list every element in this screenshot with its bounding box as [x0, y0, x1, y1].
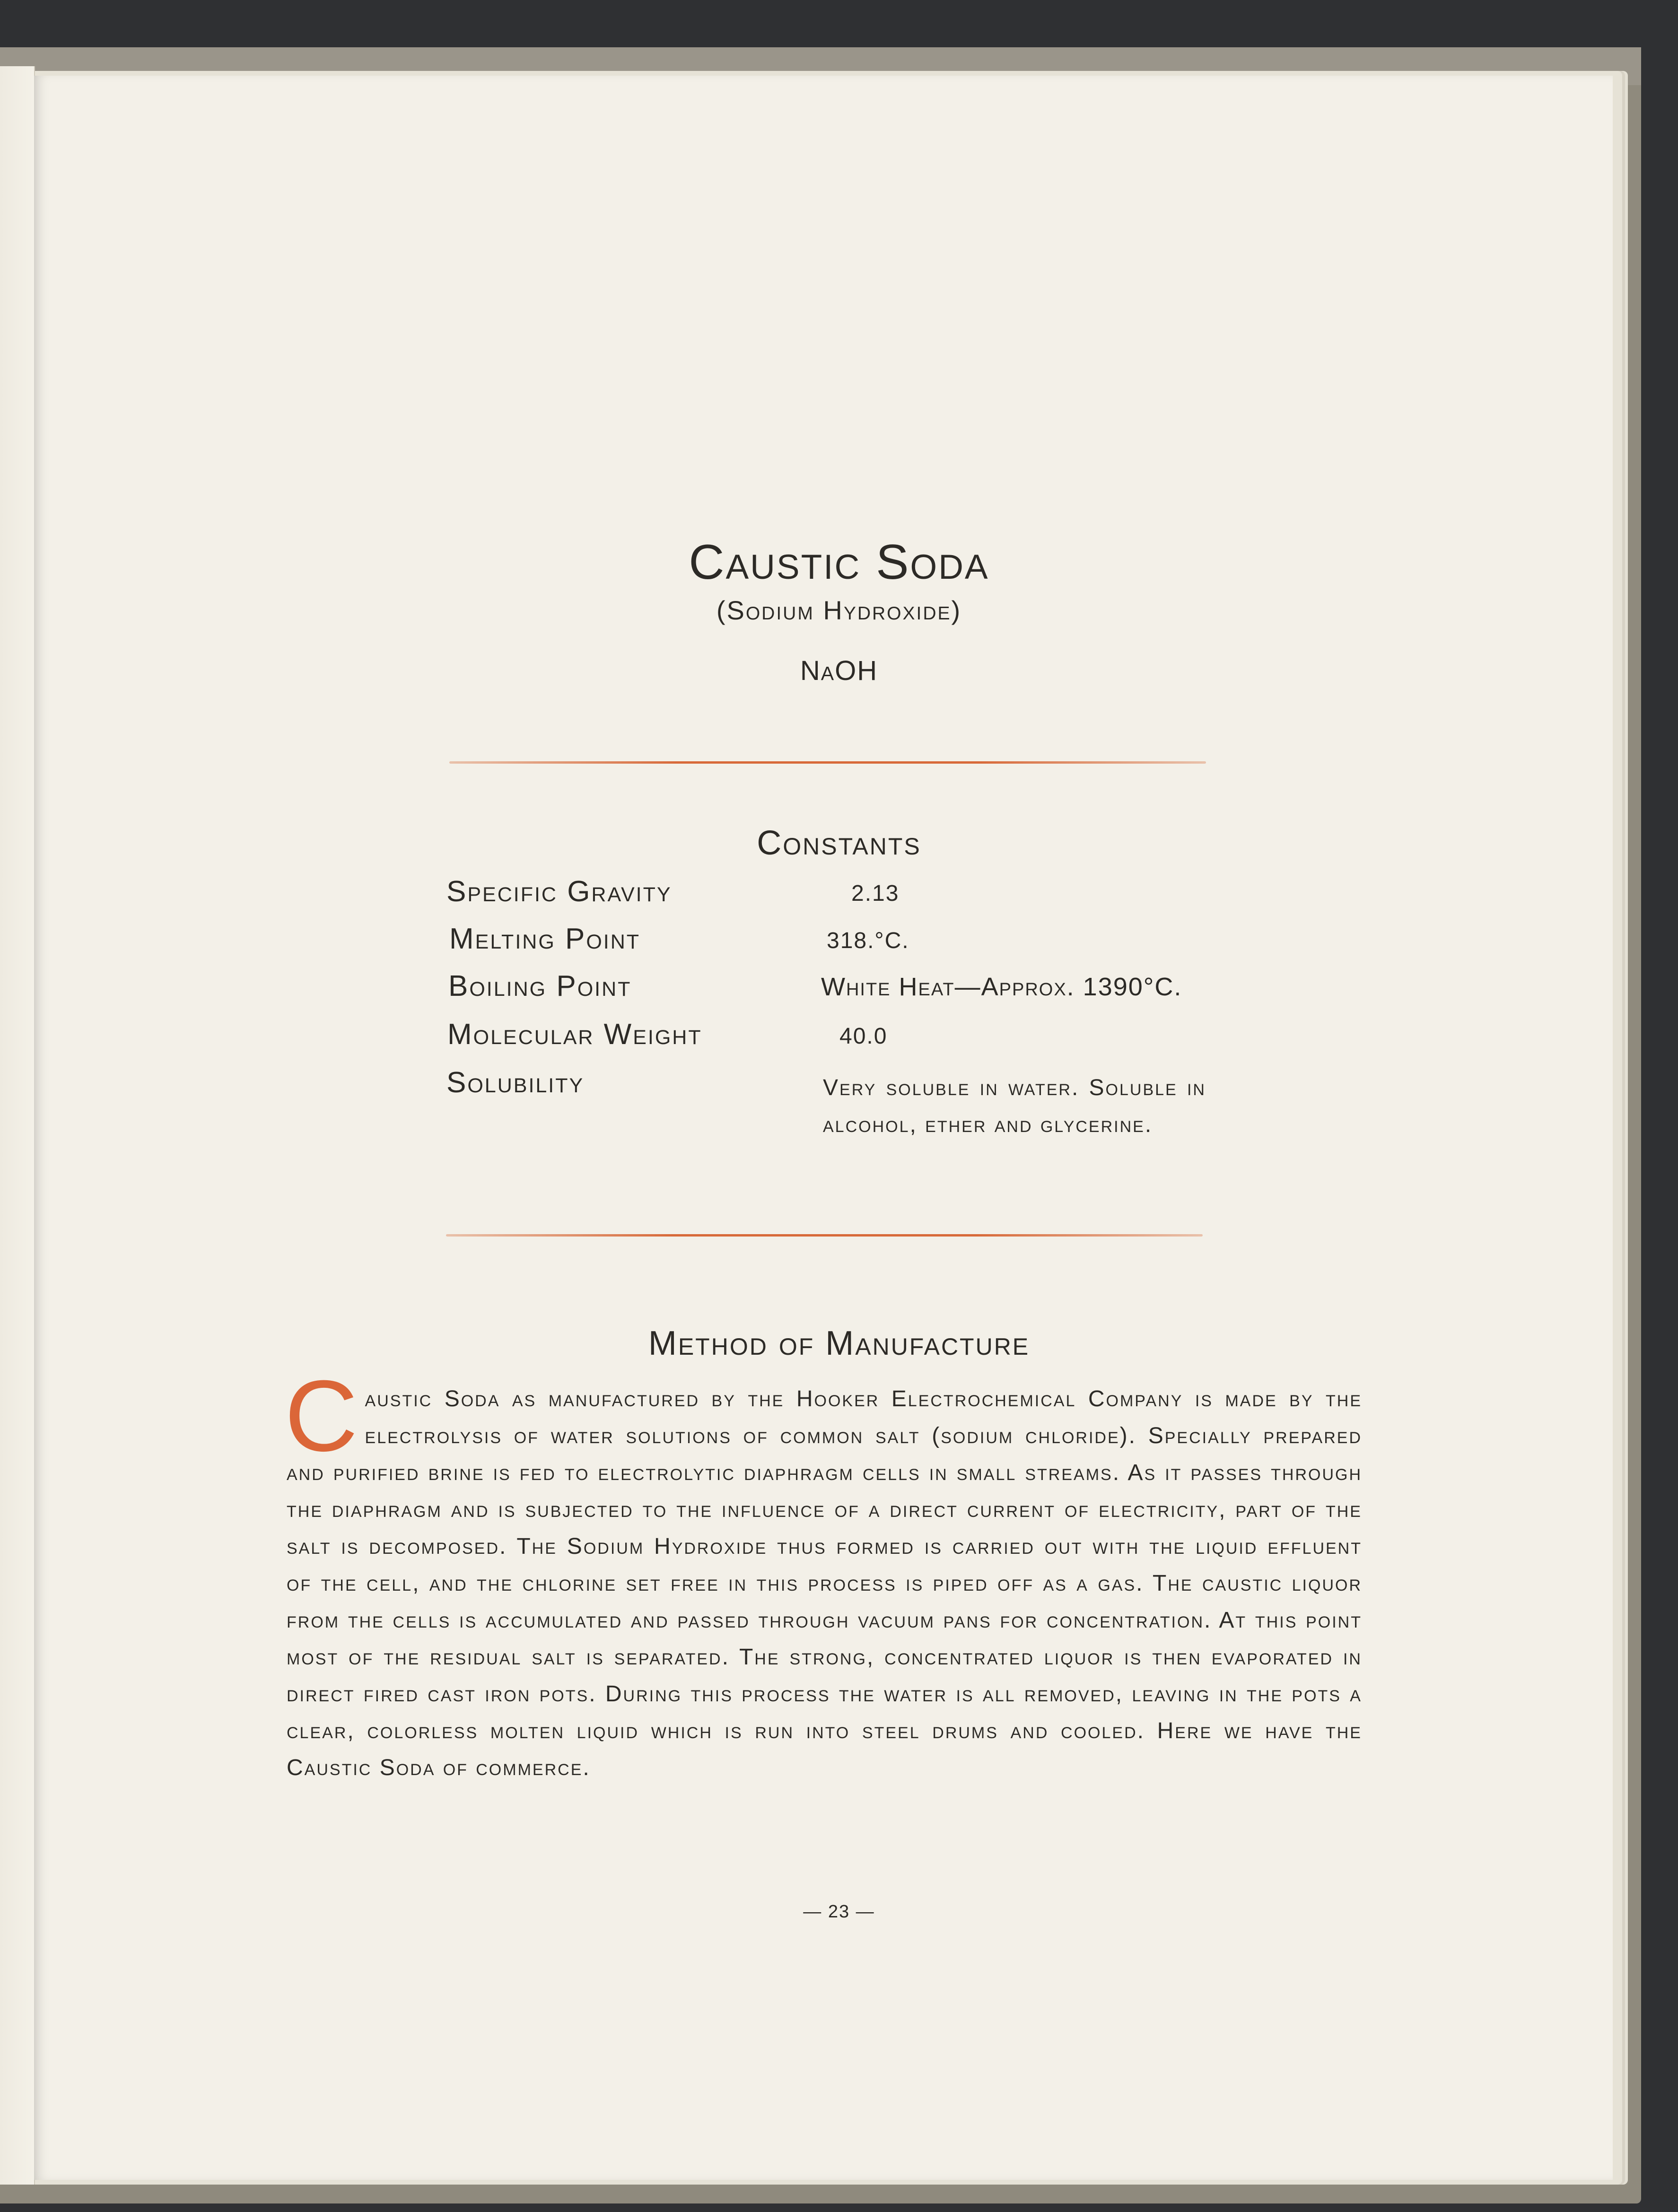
page-title: Caustic Soda — [689, 535, 989, 590]
constant-label-solubility: Solubility — [446, 1066, 585, 1099]
method-paragraph: austic Soda as manufactured by the Hooker Electrochemical Company is made by the electrolysis of water solutions of common salt (sodium chloride). Specially prepared and purified brine is fed to electrolytic diaphragm cells in small streams. As it passes through the diaphragm and is subjected to the influence of a direct current of electricity, part of the salt is decomposed. The Sodium Hydroxide thus formed is carried out with the liquid effluent of the cell, and the chlorine set free in this process is piped off as a gas. The caustic liquor from the cells is accumulated and passed through vacuum pans for concentration. At this point most of the residual salt is separated. The strong, concentrated liquor is then evaporated in direct fired cast iron pots. During this process the water is all removed, leaving in the pots a clear, colorless molten liquid which is run into steel drums and cooled. Here we have the Caustic Soda of commerce. — [287, 1386, 1362, 1780]
constant-label-molecular-weight: Molecular Weight — [447, 1018, 702, 1051]
method-heading: Method of Manufacture — [648, 1324, 1030, 1362]
constant-value-specific-gravity: 2.13 — [851, 881, 900, 906]
constant-value-solubility: Very soluble in water. Soluble in alcohol, ether and glycerine. — [823, 1075, 1206, 1137]
constant-label-melting-point: Melting Point — [449, 923, 641, 955]
constant-value-melting-point: 318.°C. — [827, 928, 909, 953]
constant-value-molecular-weight: 40.0 — [839, 1024, 888, 1049]
chemical-formula: NaOH — [800, 655, 878, 686]
orange-divider-top — [449, 761, 1206, 764]
constant-label-specific-gravity: Specific Gravity — [446, 875, 672, 908]
method-body — [285, 1359, 1362, 1786]
page-subtitle: (Sodium Hydroxide) — [716, 595, 962, 625]
page-number: — 23 — — [803, 1902, 875, 1922]
drop-cap: C — [285, 1359, 359, 1472]
constant-label-boiling-point: Boiling Point — [448, 970, 632, 1002]
left-page-edge — [0, 66, 35, 2185]
constant-value-boiling-point: White Heat—Approx. 1390°C. — [821, 973, 1182, 1001]
orange-divider-bottom — [446, 1234, 1203, 1237]
constants-heading: Constants — [757, 824, 921, 862]
